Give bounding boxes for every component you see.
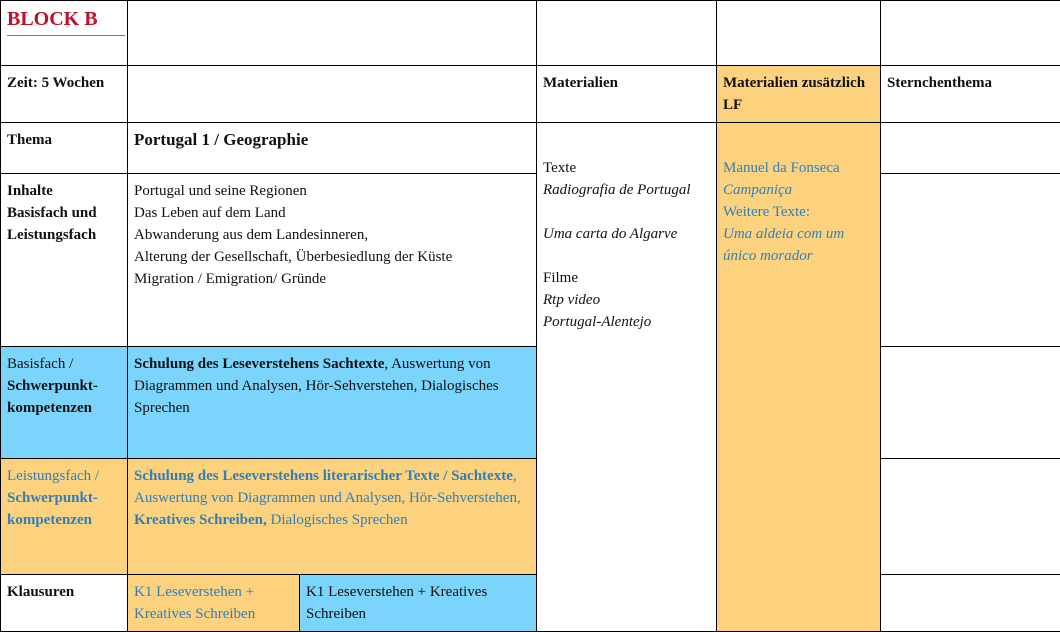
leistungsfach-bold-text: Schulung des Leseverstehens literarischer Texte / Sachtexte — [134, 468, 513, 484]
leistungsfach-content — [128, 459, 537, 575]
inhalte-label-line: Leistungsfach — [7, 224, 121, 246]
empty-cell — [128, 66, 537, 123]
materialien-lf-cell — [717, 123, 881, 632]
empty-cell — [717, 1, 881, 66]
materialien-cell — [537, 123, 717, 632]
film-portugal-alentejo: Portugal-Alentejo — [543, 311, 710, 333]
klausur-bf: K1 Leseverstehen + Kreatives Schreiben — [300, 575, 537, 632]
klausur-lf: K1 Leseverstehen + Kreatives Schreiben — [128, 575, 300, 632]
leistungsfach-label — [1, 459, 128, 575]
block-title: BLOCK B — [7, 7, 125, 36]
inhalte-content — [128, 174, 537, 347]
block-title-cell — [1, 1, 128, 66]
basisfach-content — [128, 347, 537, 459]
lf-author: Manuel da Fonseca — [723, 157, 874, 179]
leistungsfach-text: , Auswertung von Diagrammen und Analysen, Hör-Sehverstehen, — [134, 468, 521, 506]
empty-cell — [881, 174, 1060, 347]
lf-work-aldeia: Uma aldeia com um único morador — [723, 223, 874, 267]
basisfach-label — [1, 347, 128, 459]
empty-cell — [881, 1, 1060, 66]
inhalte-line: Abwanderung aus dem Landesinneren, — [134, 224, 530, 246]
inhalte-label-line: Inhalte — [7, 180, 121, 202]
zeit-label: Zeit: 5 Wochen — [1, 66, 128, 123]
empty-cell — [881, 459, 1060, 575]
leistungsfach-label-bold: Schwerpunkt-kompetenzen — [7, 490, 98, 528]
empty-cell — [537, 1, 717, 66]
empty-cell — [881, 575, 1060, 632]
leistungsfach-text-2: Dialogisches Sprechen — [267, 512, 408, 528]
empty-cell — [881, 123, 1060, 174]
inhalte-line: Das Leben auf dem Land — [134, 202, 530, 224]
inhalte-line: Portugal und seine Regionen — [134, 180, 530, 202]
empty-cell — [128, 1, 537, 66]
basisfach-text: , Auswertung von Diagrammen und Analysen, Hör-Sehverstehen, Dialogisches Sprechen — [134, 356, 499, 416]
lf-work-campanica: Campaniça — [723, 179, 874, 201]
sternchenthema-header: Sternchenthema — [881, 66, 1060, 123]
klausuren-label: Klausuren — [1, 575, 128, 632]
empty-cell — [881, 347, 1060, 459]
film-rtp-video: Rtp video — [543, 289, 710, 311]
inhalte-label — [1, 174, 128, 347]
inhalte-label-line: Basisfach und — [7, 202, 121, 224]
materialien-lf-header: Materialien zusätzlich LF — [717, 66, 881, 123]
basisfach-bold-text: Schulung des Leseverstehens Sachtexte — [134, 356, 384, 372]
basisfach-label-plain: Basisfach / — [7, 356, 73, 372]
leistungsfach-label-plain: Leistungsfach / — [7, 468, 99, 484]
lf-weitere-label: Weitere Texte: — [723, 201, 874, 223]
thema-label: Thema — [1, 123, 128, 174]
leistungsfach-bold-text-2: Kreatives Schreiben, — [134, 512, 267, 528]
filme-label: Filme — [543, 267, 710, 289]
basisfach-label-bold: Schwerpunkt-kompetenzen — [7, 378, 98, 416]
inhalte-line: Migration / Emigration/ Gründe — [134, 268, 530, 290]
thema-value: Portugal 1 / Geographie — [128, 123, 537, 174]
texte-label: Texte — [543, 157, 710, 179]
materialien-header: Materialien — [537, 66, 717, 123]
inhalte-line: Alterung der Gesellschaft, Überbesiedlung der Küste — [134, 246, 530, 268]
text-carta-algarve: Uma carta do Algarve — [543, 223, 710, 245]
text-radiografia: Radiografia de Portugal — [543, 179, 710, 201]
